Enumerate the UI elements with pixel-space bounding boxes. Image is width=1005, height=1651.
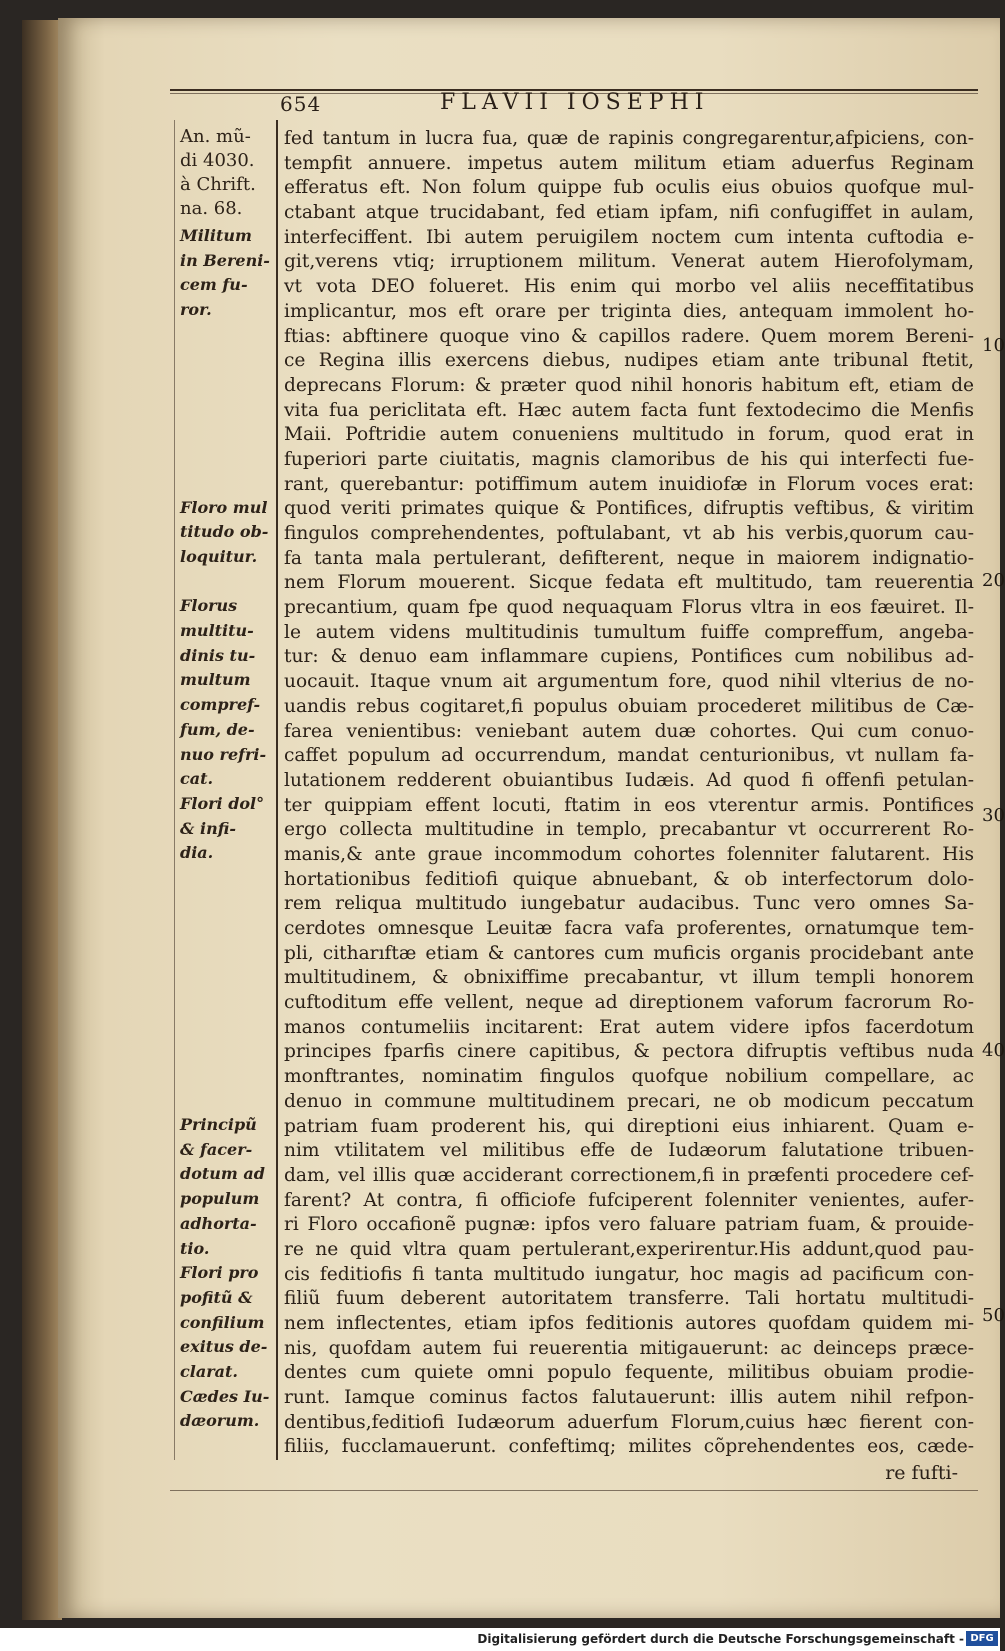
margin-note-line: dinis tu-: [180, 645, 256, 665]
text-line: fuperiori parte ciuitatis, magnis clamoribus de his qui interfecti fue-: [284, 448, 974, 470]
text-line: ri Floro occafionẽ pugnæ: ipfos vero faluare patriam fuam, & prouide-: [284, 1214, 974, 1236]
text-line: quod veriti primates quique & Pontifices, difruptis veftibus, & viritim: [284, 498, 974, 520]
margin-note-line: An. mũ-: [180, 126, 251, 147]
text-line: le autem videns multitudinis tumultum fuiffe compreffum, angeba-: [284, 621, 974, 643]
text-line: ctabant atque trucidabant, fed etiam ipfam, nifi confugiffet in aulam,: [284, 202, 974, 224]
margin-note-line: Flori pro: [180, 1263, 259, 1283]
margin-note-line: pofitũ &: [180, 1287, 253, 1307]
text-line: filiis, fuccl​amauerunt. confeftimq; milites cõprehendentes eos, cæde-: [284, 1436, 974, 1458]
margin-note-line: cat.: [180, 769, 214, 789]
margin-note-line: adhorta-: [180, 1213, 257, 1233]
text-line: runt. Iamque cominus factos falutauerunt: illis autem nihil refpon-: [284, 1387, 974, 1409]
text-line: filiũ fuum deberent autoritatem transferre. Tali hortatu multitudi-: [284, 1288, 974, 1310]
margin-note-line: Flori dol°: [180, 793, 265, 813]
text-line: dam, vel illis quæ acciderant correctionem,fi in præfenti procedere cef-: [284, 1164, 974, 1186]
footer-credit: Digitalisierung gefördert durch die Deutsche Forschungsgemeinschaft -: [477, 1632, 964, 1646]
text-line: uandis rebus cogitaret,fi populus obuiam procederet militibus de Cæ-: [284, 695, 974, 717]
margin-note-line: Militum: [180, 225, 252, 245]
margin-note: [180, 1261, 274, 1385]
text-line: nem Florum mouerent. Sicque fedata eft multitudo, tam reuerentia: [284, 572, 974, 594]
margin-note-line: na. 68.: [180, 198, 243, 219]
text-line: patriam fuam proderent his, qui direptioni eius inhiarent. Quam e-: [284, 1115, 974, 1137]
text-line: implicantur, mos eft orare per triginta dies, antequam immolent ho-: [284, 300, 974, 322]
margin-note: [180, 792, 274, 866]
margin-note-line: Florus: [180, 596, 238, 616]
line-mark: 20: [982, 570, 1005, 591]
text-line: dentibus,feditiofi Iudæorum aduerfum Florum,cuius hæc fierent con-: [284, 1411, 974, 1433]
margin-note: [180, 224, 274, 323]
margin-note-line: titudo ob-: [180, 522, 269, 542]
text-line: pli, citharıftæ etiam & cantores cum muficis organis procidebant ante: [284, 942, 974, 964]
text-line: interfeciffent. Ibi autem peruigilem noctem cum intenta cuftodia e-: [284, 226, 974, 248]
line-mark: 50: [982, 1305, 1005, 1326]
text-line: efferatus eft. Non folum quippe fub oculis eius obuios quofque mul-: [284, 177, 974, 199]
text-line: cerdotes omnesque Leuitæ facra vafa proferentes, ornatumque tem-: [284, 918, 974, 939]
text-line: caffet populum ad occurrendum, mandat centurionibus, vt nullam fa-: [284, 745, 974, 767]
margin-note-line: multum: [180, 670, 251, 690]
margin-note-line: populum: [180, 1189, 260, 1209]
text-line: principes fparfis cinere capitibus, & pectora difruptis veftibus nuda: [284, 1041, 974, 1063]
margin-note-line: compref-: [180, 695, 261, 715]
margin-note: [180, 496, 274, 570]
text-line: Maii. Poftridie autem conueniens multitudo in forum, quod erat in: [284, 424, 974, 446]
dfg-logo-badge: DFG: [966, 1631, 998, 1646]
text-line: farent? At contra, fi officiofe fufciperent folenniter venientes, aufer-: [284, 1189, 974, 1211]
text-line: cis feditiofis fi tanta multitudo iungatur, hoc magis ad pacificum con-: [284, 1263, 974, 1285]
text-line: nem inflectentes, etiam ipfos feditionis autores quofdam quidem mi-: [284, 1313, 974, 1334]
margin-note-line: & infi-: [180, 818, 236, 838]
text-line: hortationibus feditiofi quique abnuebant, & ob interfectorum dolo-: [284, 868, 974, 890]
text-line: dentes cum quiete omni populo fequente, militibus obuiam prodie-: [284, 1362, 974, 1384]
text-line: tempfit annuere. impetus autem militum etiam aduerfus Reginam: [284, 152, 974, 174]
margin-note-line: multitu-: [180, 621, 254, 640]
text-line: vita fua periclitata eft. Hæc autem facta funt fextodecimo die Menfis: [284, 399, 974, 421]
margin-note: [180, 594, 274, 792]
margin-note-line: tio.: [180, 1238, 210, 1258]
text-line: cuftoditum effe vellent, neque ad direptionem vaforum facrorum Ro-: [284, 992, 974, 1014]
text-line: nim vtilitatem vel militibus effe de Iudæorum falutatione tribuen-: [284, 1140, 974, 1162]
text-line: monftrantes, nominatim fingulos quofque nobilium compellare, ac: [284, 1066, 974, 1088]
text-line: rem reliqua multitudo iungebatur audacibus. Tunc vero omnes Sa-: [284, 893, 974, 915]
margin-note-line: in Bereni-: [180, 250, 270, 270]
margin-note-line: clarat.: [180, 1362, 238, 1381]
body-text: [284, 127, 974, 1460]
text-line: lutationem redderent obuiantibus Iudæis. Ad quod fi offenfi petulan-: [284, 769, 974, 791]
text-line: uocauit. Itaque vnum ait argumentum fore, quod nihil vlterius de no-: [284, 671, 974, 693]
text-line: denuo in commune multitudinem precari, ne ob modicum peccatum: [284, 1090, 974, 1112]
text-line: re ne quid vltra quam pertulerant,experirentur.His addunt,quod pau-: [284, 1238, 974, 1260]
text-line: ftias: abftinere quoque vino & capillos radere. Quem morem Bereni-: [284, 325, 974, 347]
text-line: fed tantum in lucra fua, quæ de rapinis congregarentur,afpiciens, con-: [284, 128, 974, 149]
text-line: nis, quofdam autem fui reuerentia mitigauerunt: ac deinceps præce-: [284, 1337, 974, 1359]
text-line: manis,& ante graue incommodum cohortes folenniter falutarent. His: [284, 843, 974, 865]
margin-note-line: Floro mul: [180, 497, 268, 517]
text-line: fingulos comprehendentes, poftulabant, vt ab his verbis,quorum cau-: [284, 523, 974, 544]
catchword: re fufti-: [885, 1462, 958, 1484]
text-line: deprecans Florum: & præter quod nihil honoris habitum eft, etiam de: [284, 374, 974, 396]
text-line: precantium, quam fpe quod nequaquam Florus vltra in eos fæuiret. Il-: [284, 597, 974, 619]
book-spine-edge: [22, 20, 62, 1620]
margin-note-line: nuo refri-: [180, 744, 267, 764]
year-note: [180, 125, 274, 221]
margin-note-line: fum, de-: [180, 719, 255, 739]
margin-note-line: di 4030.: [180, 150, 255, 171]
outer-margin-rule: [174, 120, 175, 1460]
margin-note-line: ror.: [180, 299, 212, 319]
margin-note: [180, 1113, 274, 1261]
text-line: git,verens vtiq; irruptionem militum. Venerat autem Hierofolymam,: [284, 251, 974, 273]
margin-note-line: dia.: [180, 843, 214, 863]
margin-note-line: cem fu-: [180, 275, 248, 295]
line-mark: 10: [982, 335, 1005, 356]
line-mark: 30: [982, 805, 1005, 826]
text-line: rant, querebantur: potiffimum autem inuidiofæ in Florum voces erat:: [284, 473, 974, 495]
page-header: [280, 90, 960, 120]
margin-note-line: Principũ: [180, 1115, 257, 1134]
line-number-marks: [982, 0, 1005, 1651]
margin-note-line: confilium: [180, 1312, 265, 1332]
footer-rule: [170, 1490, 978, 1491]
text-line: ergo collecta multitudine in templo, precabantur vt occurrerent Ro-: [284, 819, 974, 841]
text-line: farea venientibus: veniebant autem duæ cohortes. Qui cum conuo-: [284, 720, 974, 742]
text-line: vt vota DEO folueret. His enim qui morbo vel aliis neceffitatibus: [284, 276, 974, 298]
margin-note-line: à Chrift.: [180, 174, 256, 195]
text-line: multitudinem, & obnixiffime precabantur, vt illum templi honorem: [284, 967, 974, 989]
margin-note: [180, 1385, 274, 1434]
margin-note-line: dæorum.: [180, 1411, 260, 1431]
text-line: fa tanta mala pertulerant, defifterent, neque in maiorem indignatio-: [284, 547, 974, 569]
margin-note-line: exitus de-: [180, 1337, 268, 1357]
line-mark: 40: [982, 1040, 1005, 1061]
running-head: FLAVII IOSEPHI: [440, 90, 710, 115]
text-line: manos contumeliis incitarent: Erat autem videre ipfos facerdotum: [284, 1016, 974, 1038]
margin-note-line: Cædes Iu-: [180, 1386, 270, 1406]
margin-note-line: & facer-: [180, 1139, 253, 1159]
margin-rule: [276, 120, 278, 1460]
page-number: 654: [280, 92, 322, 116]
text-line: tur: & denuo eam inflammare cupiens, Pontifices cum nobilibus ad-: [284, 646, 974, 668]
margin-note-line: loquitur.: [180, 546, 258, 566]
text-line: ter quippiam effent locuti, ftatim in eos vterentur armis. Pontifices: [284, 794, 974, 816]
margin-note-line: dotum ad: [180, 1164, 265, 1184]
text-line: ce Regina illis exercens diebus, nudipes etiam ante tribunal ftetit,: [284, 350, 974, 372]
